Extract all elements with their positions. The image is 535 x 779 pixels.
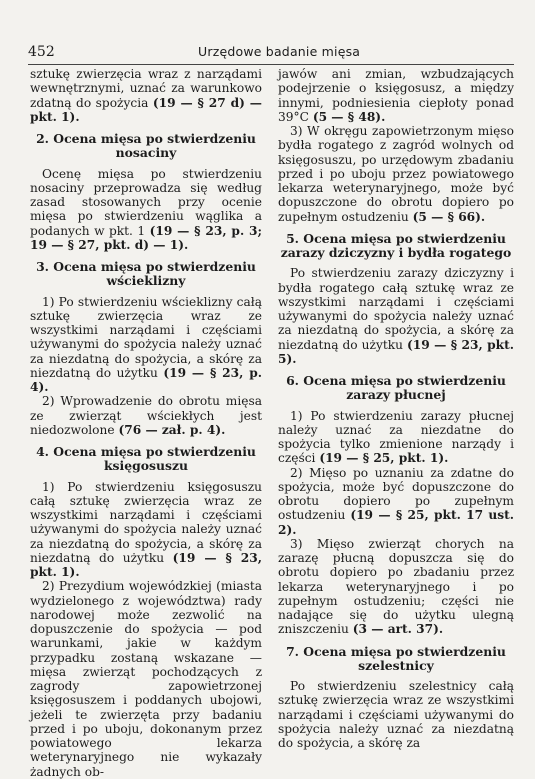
paragraph: 2) Prezydium wojewódzkiej (miasta wydzielonego z województwa) rady narodowej może zezwolić na dopuszczenie do spożycia — pod warunkami, jakie w każdym przypadku zostaną wskazane — mięsa zwierząt pochodzących z zagrody zapowietrzonej księgosuszem i poddanych ubojowi, jeżeli te zwierzęta przy badaniu przed i po uboju, dokonanym przez powiatowego lekarza weterynaryjnego nie wykazały żadnych ob- (30, 579, 262, 779)
paragraph: 3) Mięso zwierząt chorych na zarazę płucną dopuszcza się do obrotu dopiero po zbadaniu przez lekarza weterynaryjnego i po zupełnym ostudzeniu; części nie nadające się do użytku ulegną zniszczeniu (3 — art. 37). (278, 536, 514, 637)
paragraph: Po stwierdzeniu szelestnicy całą sztukę zwierzęcia wraz ze wszystkimi narządami i częściami używanymi do spożycia należy uznać za niezdatną do spożycia, a skórę za (278, 679, 514, 750)
citation: (19 — § 27 d) — pkt. 1). (30, 95, 262, 124)
paragraph: 3) W okręgu zapowietrzonym mięso bydła rogatego z zagród wolnych od księgosuszu, po urzędowym zbadaniu przed i po uboju przez powiatowego lekarza weterynaryjnego, może być dopuszczone do obrotu dopiero po zupełnym ostudzeniu (5 — § 66). (278, 124, 514, 224)
citation: (5 — § 66). (412, 209, 486, 224)
citation: (19 — § 25, pkt. 1). (319, 451, 449, 466)
section-heading: 5. Ocena mięsa po stwierdzeniu zarazy dziczyzny i bydła rogatego (280, 230, 512, 260)
citation: (3 — art. 37). (352, 622, 444, 637)
paragraph: 1) Po stwierdzeniu zarazy płucnej należy uznać za niezdatne do spożycia tylko zmienione narządy i części (19 — § 25, pkt. 1). (278, 408, 514, 466)
citation: (19 — § 23, p. 4). (30, 365, 262, 394)
left-column (30, 67, 262, 779)
paragraph: Po stwierdzeniu zarazy dziczyzny i bydła rogatego całą sztukę wraz ze wszystkimi narządami i częściami używanymi do spożycia należy uznać za niezdatną do spożycia, a skórę za niezdatną do użytku (19 — § 23, pkt. 5). (278, 266, 514, 366)
citation: (19 — § 23, pkt. 1). (30, 550, 262, 579)
section-heading: 7. Ocena mięsa po stwierdzeniu szelestnicy (286, 643, 506, 673)
running-header (28, 44, 514, 65)
paragraph: 2) Wprowadzenie do obrotu mięsa ze zwierząt wściekłych jest niedozwolone (76 — zał. p. 4). (30, 394, 262, 437)
paragraph: sztukę zwierzęcia wraz z narządami wewnętrznymi, uznać za warunkowo zdatną do spożycia (19 — § 27 d) — pkt. 1). (30, 67, 262, 124)
citation: (5 — § 48). (312, 109, 386, 124)
paragraph: 1) Po stwierdzeniu wścieklizny całą sztukę zwierzęcia wraz ze wszystkimi narządami i częściami używanymi do spożycia należy uznać za niezdatną do spożycia, a skórę za niezdatną do użytku (19 — § 23, p. 4). (30, 294, 262, 394)
section-heading: 4. Ocena mięsa po stwierdzeniu księgosuszu (36, 444, 256, 474)
section-heading: 6. Ocena mięsa po stwierdzeniu zarazy płucnej (286, 373, 506, 403)
citation: (19 — § 25, pkt. 17 ust. 2). (278, 508, 515, 537)
running-title: Urzędowe badanie mięsa (198, 44, 361, 59)
citation: (19 — § 23, p. 3; 19 — § 27, pkt. d) — 1). (30, 223, 262, 252)
section-heading: 2. Ocena mięsa po stwierdzeniu nosaciny (36, 131, 256, 161)
citation: (19 — § 23, pkt. 5). (278, 337, 514, 366)
paragraph: jawów ani zmian, wzbudzających podejrzenie o księgosusz, a między innymi, podniesienia ciepłoty ponad 39°C (5 — § 48). (278, 67, 514, 124)
paragraph: Ocenę mięsa po stwierdzeniu nosaciny przeprowadza się według zasad stosowanych przy ocenie mięsa po stwierdzeniu wąglika a podanych w pkt. 1 (19 — § 23, p. 3; 19 — § 27, pkt. d) — 1). (30, 166, 262, 252)
paragraph: 2) Mięso po uznaniu za zdatne do spożycia, może być dopuszczone do obrotu dopiero po zupełnym ostudzeniu (19 — § 25, pkt. 17 ust. 2). (278, 465, 515, 537)
paragraph: 1) Po stwierdzeniu księgosuszu całą sztukę zwierzęcia wraz ze wszystkimi narządami i częściami używanymi do spożycia należy uznać za niezdatną do spożycia, a skórę za niezdatną do użytku (19 — § 23, pkt. 1). (30, 479, 262, 579)
citation: (76 — zał. p. 4). (118, 422, 226, 437)
section-heading: 3. Ocena mięsa po stwierdzeniu wścieklizny (36, 259, 256, 289)
page-number: 452 (28, 44, 55, 60)
right-column (278, 67, 514, 750)
